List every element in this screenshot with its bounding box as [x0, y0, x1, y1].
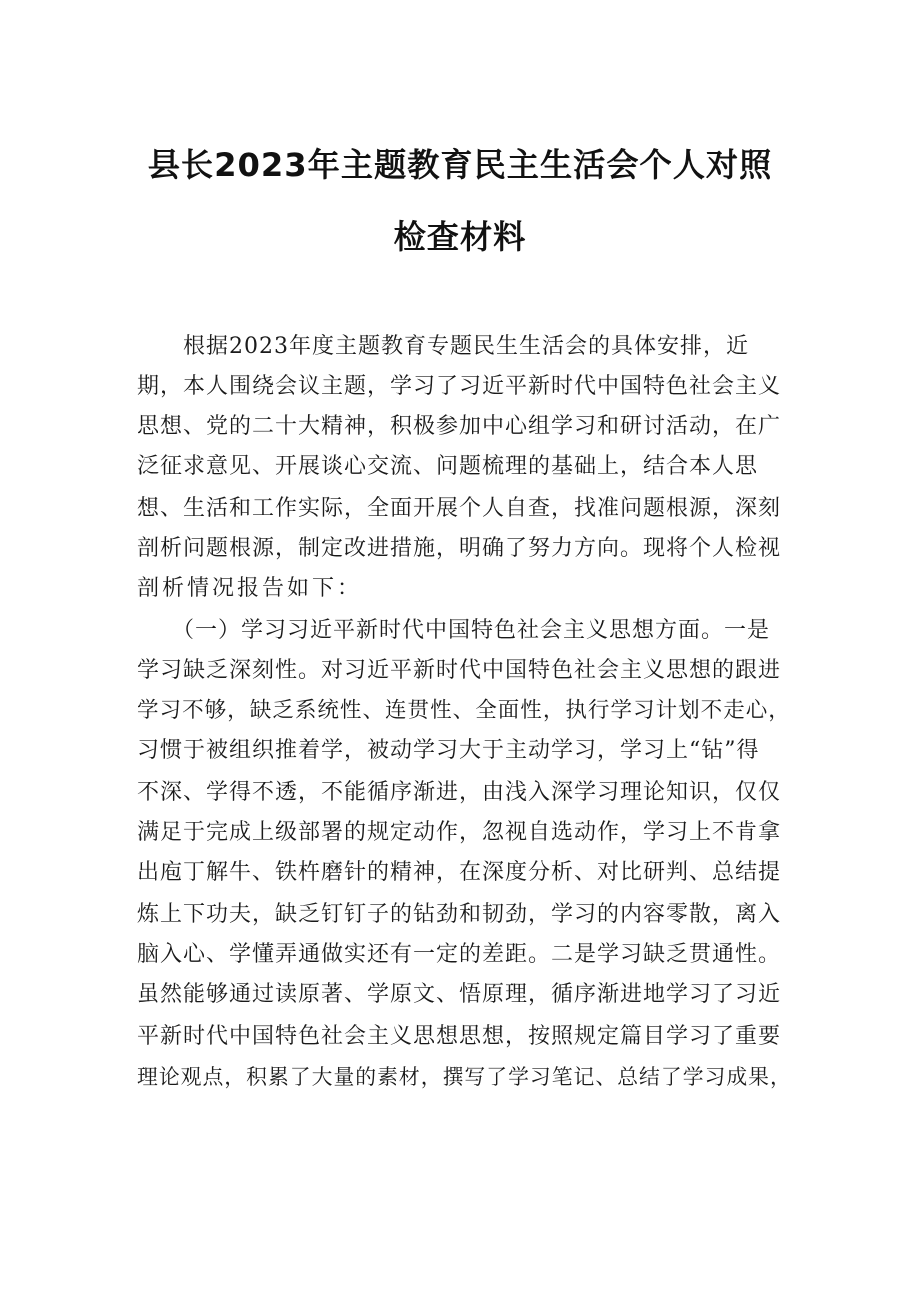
body-line: 剖析问题根源，制定改进措施，明确了努力方向。现将个人检视 — [137, 536, 782, 561]
body-line: 不深、学得不透，不能循序渐进，由浅入深学习理论知识，仅仅 — [137, 780, 782, 805]
body-line: 脑入心、学懂弄通做实还有一定的差距。二是学习缺乏贯通性。 — [137, 942, 782, 967]
document-title-line-1: 县长2023年主题教育民主生活会个人对照 — [147, 146, 773, 184]
body-line: 剖析情况报告如下： — [137, 576, 363, 601]
body-line: 泛征求意见、开展谈心交流、问题梳理的基础上，结合本人思 — [137, 454, 759, 479]
body-line: （一）学习习近平新时代中国特色社会主义思想方面。一是 — [137, 618, 771, 643]
body-line: 学习缺乏深刻性。对习近平新时代中国特色社会主义思想的跟进 — [137, 658, 782, 683]
body-line: 出庖丁解牛、铁杵磨针的精神，在深度分析、对比研判、总结提 — [137, 860, 782, 885]
body-line: 炼上下功夫，缺乏钉钉子的钻劲和韧劲，学习的内容零散，离入 — [137, 902, 782, 927]
body-line: 思想、党的二十大精神，积极参加中心组学习和研讨活动，在广 — [137, 414, 782, 439]
body-line: 学习不够，缺乏系统性、连贯性、全面性，执行学习计划不走心， — [137, 698, 791, 723]
body-line: 虽然能够通过读原著、学原文、悟原理，循序渐进地学习了习近 — [137, 982, 782, 1007]
body-line: 平新时代中国特色社会主义思想思想，按照规定篇目学习了重要 — [137, 1024, 782, 1049]
body-line: 习惯于被组织推着学，被动学习大于主动学习，学习上“钻”得 — [137, 738, 760, 763]
body-line: 想、生活和工作实际，全面开展个人自查，找准问题根源，深刻 — [137, 496, 782, 521]
body-line: 理论观点，积累了大量的素材，撰写了学习笔记、总结了学习成果， — [137, 1065, 792, 1089]
document-title-line-2: 检查材料 — [393, 218, 527, 256]
body-line: 根据2023年度主题教育专题民生生活会的具体安排，近 — [137, 334, 749, 359]
body-line: 满足于完成上级部署的规定动作，忽视自选动作，学习上不肯拿 — [137, 820, 782, 845]
body-line: 期，本人围绕会议主题，学习了习近平新时代中国特色社会主义 — [137, 374, 782, 399]
